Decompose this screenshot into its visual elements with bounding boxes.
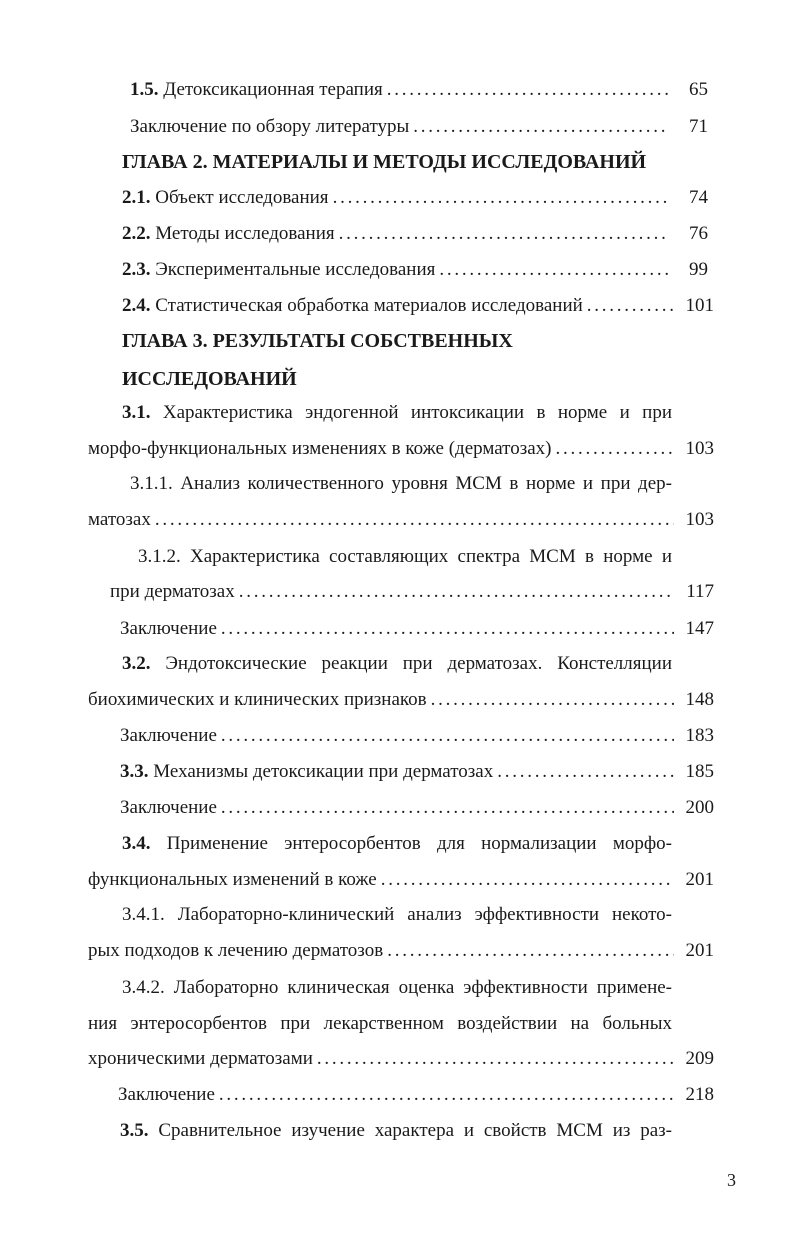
toc-entry-line: 3.1. Характеристика эндогенной интоксикации в норме и при (122, 402, 672, 423)
dot-leader (387, 939, 674, 963)
page-ref: 74 (689, 187, 708, 208)
toc-entry: матозах . . . 103 (88, 508, 714, 532)
page-ref: 71 (689, 116, 708, 137)
page-ref: 147 (685, 618, 714, 639)
page-ref: 185 (685, 761, 714, 782)
dot-leader (556, 437, 675, 461)
page-ref: 218 (685, 1084, 714, 1105)
page-ref: 103 (685, 438, 714, 459)
chapter-heading: ГЛАВА 3. РЕЗУЛЬТАТЫ СОБСТВЕННЫХ (122, 330, 513, 352)
toc-entry-line: 3.4. Применение энтеросорбентов для нормализации морфо- (122, 833, 672, 854)
toc-entry: Заключение . . . 200 (120, 796, 714, 820)
chapter-heading: ИССЛЕДОВАНИЙ (122, 368, 297, 390)
toc-entry: 2.1. Объект исследования . . . 74 (122, 186, 708, 210)
toc-entry-line: 3.2. Эндотоксические реакции при дерматозах. Констелляции (122, 653, 673, 674)
page-ref: 99 (689, 259, 708, 280)
dot-leader (317, 1047, 674, 1071)
toc-entry: 2.4. Статистическая обработка материалов исследований . . . 101 (122, 294, 714, 318)
toc-entry-line: 3.4.1. Лабораторно-клинический анализ эффективности некото- (122, 904, 672, 925)
toc-entry: хроническими дерматозами . . . 209 (88, 1047, 714, 1071)
toc-entry: 2.2. Методы исследования . . . 76 (122, 222, 708, 246)
page-ref: 76 (689, 223, 708, 244)
dot-leader (333, 186, 668, 210)
dot-leader (439, 258, 668, 282)
toc-entry: Заключение . . . 147 (120, 617, 714, 641)
dot-leader (413, 115, 668, 139)
chapter-heading: ГЛАВА 2. МАТЕРИАЛЫ И МЕТОДЫ ИССЛЕДОВАНИЙ (122, 151, 647, 173)
page-ref: 103 (685, 509, 714, 530)
toc-entry-line: 3.4.2. Лабораторно клиническая оценка эффективности примене- (122, 977, 672, 998)
toc-entry: Заключение . . . 183 (120, 724, 714, 748)
dot-leader (587, 294, 674, 318)
dot-leader (221, 796, 674, 820)
page-ref: 183 (685, 725, 714, 746)
toc-entry: при дерматозах . . . 117 (110, 580, 714, 604)
toc-entry-line: 3.5. Сравнительное изучение характера и свойств МСМ из раз- (120, 1120, 672, 1141)
page-ref: 201 (685, 940, 714, 961)
dot-leader (497, 760, 674, 784)
toc-entry: 1.5. Детоксикационная терапия . . . 65 (130, 78, 708, 102)
dot-leader (387, 78, 668, 102)
toc-entry: Заключение по обзору литературы . . . 71 (130, 115, 708, 139)
toc-entry: 3.3. Механизмы детоксикации при дерматозах . . . 185 (120, 760, 714, 784)
toc-entry-line: 3.1.2. Характеристика составляющих спектра МСМ в норме и (138, 546, 672, 567)
dot-leader (339, 222, 668, 246)
dot-leader (239, 580, 674, 604)
page-ref: 65 (689, 79, 708, 100)
page-ref: 148 (685, 689, 714, 710)
dot-leader (431, 688, 674, 712)
page-ref: 201 (685, 869, 714, 890)
page-ref: 117 (686, 581, 714, 602)
page-ref: 101 (685, 295, 714, 316)
toc-entry: морфо-функциональных изменениях в коже (дерматозах) . . . 103 (88, 437, 714, 461)
page-ref: 200 (685, 797, 714, 818)
dot-leader (221, 724, 674, 748)
dot-leader (381, 868, 674, 892)
toc-entry: биохимических и клинических признаков . . . 148 (88, 688, 714, 712)
toc-entry: 2.3. Экспериментальные исследования . . . 99 (122, 258, 708, 282)
dot-leader (221, 617, 674, 641)
page-number: 3 (727, 1170, 736, 1190)
toc-entry-line: 3.1.1. Анализ количественного уровня МСМ в норме и при дер- (130, 473, 672, 494)
dot-leader (155, 508, 674, 532)
dot-leader (219, 1083, 674, 1107)
page-ref: 209 (685, 1048, 714, 1069)
toc-entry: Заключение . . . 218 (118, 1083, 714, 1107)
toc-entry: функциональных изменений в коже . . . 201 (88, 868, 714, 892)
toc-entry-line: ния энтеросорбентов при лекарственном воздействии на больных (88, 1013, 672, 1034)
toc-entry: рых подходов к лечению дерматозов . . . 201 (88, 939, 714, 963)
